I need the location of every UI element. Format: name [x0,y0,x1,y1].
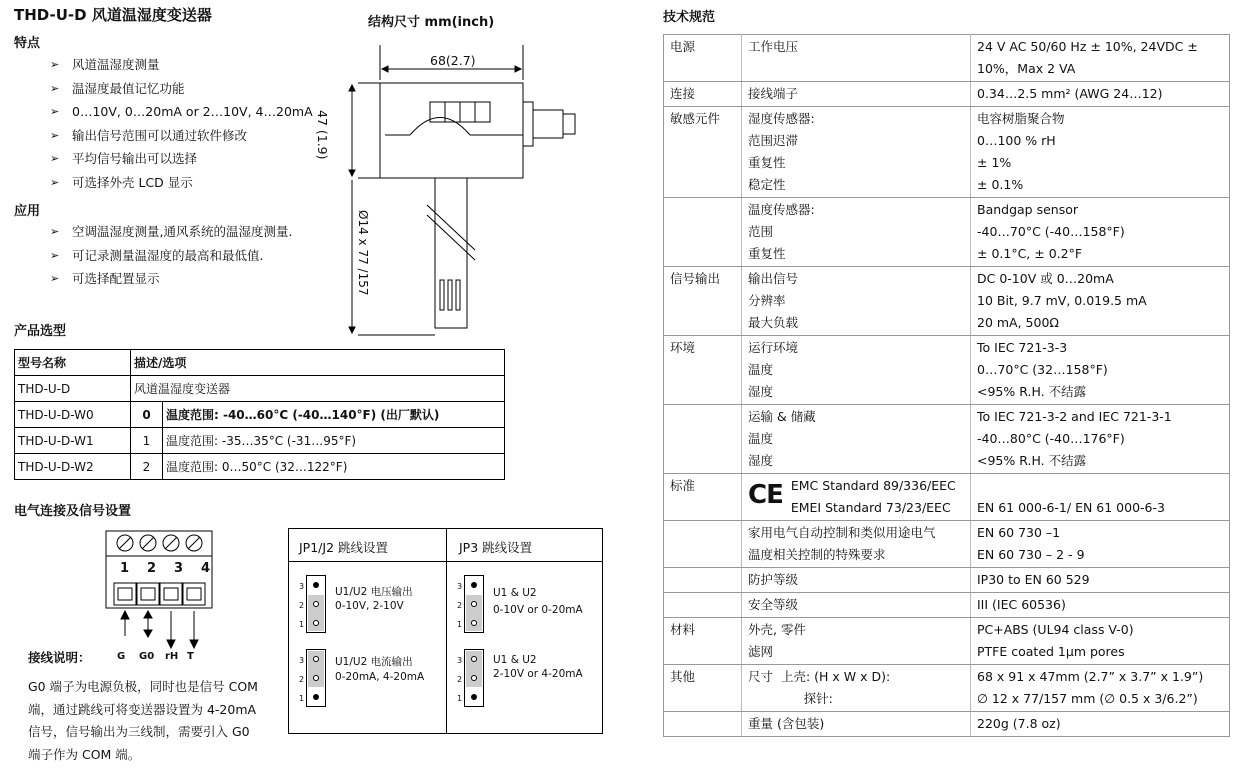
spec-value: ± 0.1% [977,177,1024,192]
model-header-name: 型号名称 [15,350,131,376]
spec-value: 20 mA, 500Ω [977,315,1059,330]
spec-group [664,82,1230,107]
jumper-settings-box [288,528,603,734]
applications-heading: 应用 [14,204,41,219]
model-name: THD-U-D-W1 [15,428,131,454]
spec-value: EN 60 730 – 2 - 9 [977,547,1085,562]
spec-param: 稳定性 [748,177,786,192]
terminal-number: 4 [200,561,210,576]
spec-value: Bandgap sensor [977,202,1079,217]
spec-param: 家用电气自动控制和类似用途电气 [748,525,936,540]
spec-params [742,712,971,737]
signal-label: G0 [139,651,155,662]
spec-param: 输出信号 [748,271,799,286]
spec-value: 68 x 91 x 47mm (2.7” x 3.7” x 1.9”) [977,669,1204,684]
model-desc: 风道温湿度变送器 [131,376,505,402]
spec-group [664,521,1230,568]
spec-value: EN 61 000-6-1/ EN 61 000-6-3 [977,500,1165,515]
terminal-number: 1 [120,561,130,576]
pin-number: 2 [457,601,463,610]
spec-group [664,198,1230,267]
spec-group [664,35,1230,82]
model-selection-heading: 产品选型 [14,324,67,339]
model-code: 0 [131,402,163,428]
dimensions-heading: 结构尺寸 mm(inch) [368,15,495,30]
pin-number: 2 [457,675,463,684]
spec-value: To IEC 721-3-3 [977,340,1068,355]
spec-value: IP30 to EN 60 529 [977,572,1090,587]
spec-values [971,35,1230,82]
jp12-title: JP1/J2 跳线设置 [299,540,389,555]
spec-param: 重复性 [748,246,786,261]
spec-param: 湿度 [748,453,774,468]
dimension-probe: Ø14 x 77 /157 [356,210,370,296]
wiring-label: 接线说明： [28,650,91,665]
spec-param: EMC Standard 89/336/EEC [790,478,956,493]
spec-params [742,267,971,336]
model-code: 1 [131,428,163,454]
spec-value: 0.34…2.5 mm² (AWG 24…12) [977,86,1163,101]
spec-value: ± 1% [977,155,1012,170]
pin-number: 3 [299,656,305,665]
applications-list [14,220,292,291]
spec-value: 0…100 % rH [977,133,1056,148]
ce-mark-icon: CE [748,480,783,510]
spec-values [971,474,1230,521]
jumper-pin-header [306,649,326,707]
spec-value: <95% R.H. 不结露 [977,384,1087,399]
terminal-number: 2 [146,561,157,576]
spec-param: 防护等级 [748,572,799,587]
spec-values [971,665,1230,712]
spec-params [742,405,971,474]
spec-value: To IEC 721-3-2 and IEC 721-3-1 [977,409,1172,424]
spec-category [664,593,742,618]
spec-value: DC 0-10V 或 0…20mA [977,271,1114,286]
model-table [14,349,505,480]
spec-value: ± 0.1°C, ± 0.2°F [977,246,1083,261]
features-heading: 特点 [14,36,41,51]
spec-param [748,58,964,80]
spec-category [664,405,742,474]
pin-number: 2 [299,675,305,684]
jumper-pin-header [464,649,484,707]
pin-number: 1 [457,620,463,629]
spec-value: 24 V AC 50/60 Hz ± 10%, 24VDC ± [977,39,1198,54]
spec-group [664,336,1230,405]
spec-category: 敏感元件 [664,107,742,198]
spec-group [664,618,1230,665]
spec-values [971,405,1230,474]
jp3-a-range: 0-10V or 0-20mA [493,604,583,616]
terminal-numbers [120,561,210,576]
spec-param: 外壳, 零件 [748,622,806,637]
spec-category: 标准 [664,474,742,521]
signal-labels [117,651,207,662]
spec-param: 尺寸 上壳: (H x W x D): [748,669,891,684]
wiring-heading: 电气连接及信号设置 [14,504,132,519]
spec-param: 最大负载 [748,315,799,330]
spec-param: 接线端子 [748,86,799,101]
jp12-voltage-label: U1/U2 电压输出 [335,586,413,598]
spec-values [971,521,1230,568]
spec-values [971,198,1230,267]
spec-param: EMEI Standard 73/23/EEC [790,500,951,515]
spec-group [664,405,1230,474]
list-item: ➢ 平均信号输出可以选择 [14,147,313,171]
spec-params [742,521,971,568]
list-item: ➢ 风道温湿度测量 [14,53,313,77]
list-item: ➢ 可选择配置显示 [14,267,292,291]
spec-params [742,35,971,82]
spec-param: 分辨率 [748,293,786,308]
spec-category: 信号输出 [664,267,742,336]
spec-params [742,568,971,593]
page-title: THD-U-D 风道温湿度变送器 [14,6,212,24]
spec-param: 湿度传感器: [748,111,815,126]
spec-value [977,475,1223,497]
spec-values [971,82,1230,107]
spec-group [664,267,1230,336]
spec-param: 重量 (含包装) [748,716,825,731]
list-item: ➢ 空调温湿度测量,通风系统的温湿度测量. [14,220,292,244]
pin-number: 1 [457,694,463,703]
jumper-pin-header [306,575,326,633]
spec-params [742,593,971,618]
jp3-b-range: 2-10V or 4-20mA [493,668,583,680]
dimension-drawing [330,40,610,340]
spec-values [971,593,1230,618]
spec-params [742,198,971,267]
jp12-current-range: 0-20mA, 4-20mA [335,671,425,683]
spec-group [664,107,1230,198]
terminal-block-drawing [100,528,220,658]
pin-number: 3 [457,656,463,665]
spec-param: 工作电压 [748,39,799,54]
spec-params [742,336,971,405]
signal-label: rH [165,651,179,662]
signal-label: T [187,651,194,662]
list-item: ➢ 0…10V, 0…20mA or 2…10V, 4…20mA [14,100,313,124]
terminal-number: 3 [173,561,184,576]
spec-values [971,267,1230,336]
spec-category [664,712,742,737]
spec-params [742,107,971,198]
spec-value: III (IEC 60536) [977,597,1066,612]
signal-label: G [117,651,126,662]
spec-params [742,618,971,665]
spec-value: 220g (7.8 oz) [977,716,1061,731]
model-desc: 温度范围: 0…50°C (32…122°F) [163,454,505,480]
spec-value: -40…70°C (-40…158°F) [977,224,1125,239]
spec-value: ∅ 12 x 77/157 mm (∅ 0.5 x 3/6.2”) [977,691,1198,706]
spec-values [971,568,1230,593]
spec-param: 滤网 [748,644,774,659]
dimension-height: 47 (1.9) [315,110,330,160]
spec-value: 0…70°C (32…158°F) [977,362,1108,377]
spec-param: 温度相关控制的特殊要求 [748,547,886,562]
spec-group [664,712,1230,737]
spec-category: 电源 [664,35,742,82]
spec-category: 材料 [664,618,742,665]
list-item: ➢ 可选择外壳 LCD 显示 [14,171,313,195]
spec-values [971,336,1230,405]
pin-number: 1 [299,694,305,703]
spec-param: 范围迟滞 [748,133,799,148]
spec-param: 运输 & 储藏 [748,409,816,424]
jp12-current-label: U1/U2 电流输出 [335,656,413,668]
spec-category [664,198,742,267]
model-name: THD-U-D-W2 [15,454,131,480]
specs-heading: 技术规范 [663,10,716,25]
spec-group [664,593,1230,618]
pin-number: 2 [299,601,305,610]
spec-params [742,82,971,107]
spec-param: 范围 [748,224,774,239]
spec-param: 重复性 [748,155,786,170]
spec-param: 温度 [748,362,774,377]
spec-category: 连接 [664,82,742,107]
spec-values [971,107,1230,198]
model-name: THD-U-D [15,376,131,402]
spec-category [664,521,742,568]
spec-category: 环境 [664,336,742,405]
model-code: 2 [131,454,163,480]
model-name: THD-U-D-W0 [15,402,131,428]
jp3-title: JP3 跳线设置 [459,540,533,555]
features-list [14,53,313,194]
spec-param: 安全等级 [748,597,799,612]
spec-value: PC+ABS (UL94 class V-0) [977,622,1134,637]
model-desc: 温度范围: -40…60°C (-40…140°F) (出厂默认) [163,402,505,428]
pin-number: 3 [457,582,463,591]
spec-value: PTFE coated 1µm pores [977,644,1125,659]
pin-number: 1 [299,620,305,629]
spec-value: EN 60 730 –1 [977,525,1061,540]
spec-value: -40…80°C (-40…176°F) [977,431,1125,446]
jp12-voltage-range: 0-10V, 2-10V [335,600,404,612]
spec-values [971,618,1230,665]
pin-number: 3 [299,582,305,591]
spec-category [664,568,742,593]
spec-group [664,474,1230,521]
table-row [15,376,505,402]
spec-value: 电容树脂聚合物 [977,111,1065,126]
table-row [15,402,505,428]
dimension-width: 68(2.7) [430,53,476,68]
spec-category: 其他 [664,665,742,712]
spec-param: 温度 [748,431,774,446]
spec-param: 运行环境 [748,340,799,355]
jumper-pin-header [464,575,484,633]
spec-table [663,34,1230,737]
wiring-note: G0 端子为电源负极，同时也是信号 COM 端，通过跳线可将变送器设置为 4-20mA 信号，信号输出为三线制，需要引入 G0 端子作为 COM 端。 [28,679,258,762]
list-item: ➢ 可记录测量温湿度的最高和最低值. [14,244,292,268]
model-desc: 温度范围: -35…35°C (-31…95°F) [163,428,505,454]
spec-params [742,474,971,521]
table-row [15,428,505,454]
spec-param: 湿度 [748,384,774,399]
spec-value: 10%，Max 2 VA [977,61,1076,76]
table-row [15,454,505,480]
list-item: ➢ 温湿度最值记忆功能 [14,77,313,101]
list-item: ➢ 输出信号范围可以通过软件修改 [14,124,313,148]
spec-values [971,712,1230,737]
spec-value: 10 Bit, 9.7 mV, 0.019.5 mA [977,293,1147,308]
spec-param: 温度传感器: [748,202,815,217]
jp3-a-label: U1 & U2 [493,587,537,599]
jp3-b-label: U1 & U2 [493,654,537,666]
spec-param: 探针: [748,691,833,706]
spec-group [664,665,1230,712]
spec-value: <95% R.H. 不结露 [977,453,1087,468]
model-header-desc: 描述/选项 [131,350,505,376]
spec-params [742,665,971,712]
spec-group [664,568,1230,593]
